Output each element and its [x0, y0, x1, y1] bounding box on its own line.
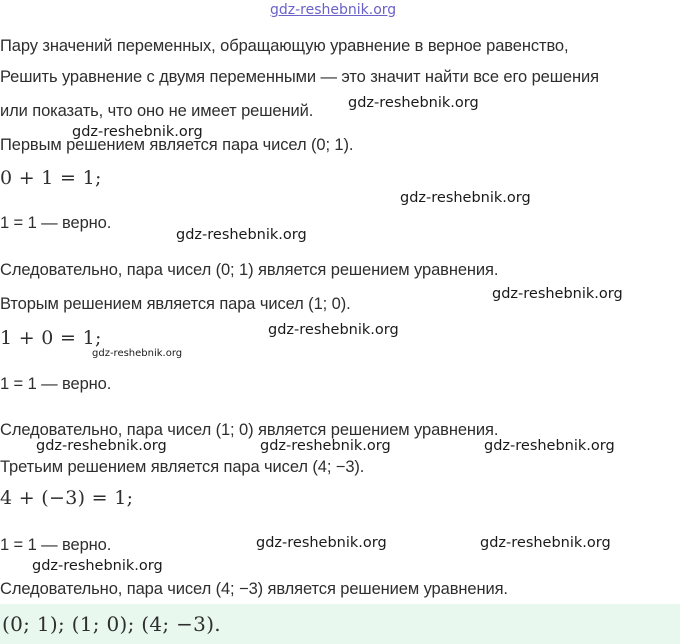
watermark: gdz-reshebnik.org: [484, 438, 615, 454]
watermark: gdz-reshebnik.org: [92, 348, 183, 359]
watermark: gdz-reshebnik.org: [32, 558, 163, 574]
watermark: gdz-reshebnik.org: [348, 95, 479, 111]
third-check: 1 = 1 — верно.: [0, 536, 112, 554]
text-line-intro-1: Пару значений переменных, обращающую уравнение в верное равенство,: [0, 37, 569, 55]
watermark: gdz-reshebnik.org: [268, 322, 399, 338]
watermark: gdz-reshebnik.org: [256, 535, 387, 551]
third-substitution: 4 + (−3) = 1;: [0, 487, 134, 509]
text-line-intro-3: или показать, что оно не имеет решений.: [0, 102, 314, 120]
first-substitution: 0 + 1 = 1;: [0, 167, 102, 189]
second-check: 1 = 1 — верно.: [0, 375, 112, 393]
text-line-intro-2: Решить уравнение с двумя переменными — это значит найти все его решения: [0, 68, 599, 86]
watermark: gdz-reshebnik.org: [72, 124, 203, 140]
watermark: gdz-reshebnik.org: [400, 190, 531, 206]
watermark: gdz-reshebnik.org: [176, 227, 307, 243]
first-solution-statement: Первым решением является пара чисел (0; 1).: [0, 136, 354, 154]
answer-text: (0; 1); (1; 0); (4; −3).: [2, 612, 221, 636]
third-solution-statement: Третьим решением является пара чисел (4; −3).: [0, 458, 365, 476]
first-conclusion: Следовательно, пара чисел (0; 1) является решением уравнения.: [0, 261, 499, 279]
watermark: gdz-reshebnik.org: [260, 438, 391, 454]
watermark: gdz-reshebnik.org: [492, 286, 623, 302]
second-conclusion: Следовательно, пара чисел (1; 0) является решением уравнения.: [0, 421, 499, 439]
watermark: gdz-reshebnik.org: [480, 535, 611, 551]
watermark: gdz-reshebnik.org: [36, 438, 167, 454]
second-substitution: 1 + 0 = 1;: [0, 327, 102, 349]
first-check: 1 = 1 — верно.: [0, 214, 112, 232]
watermark-top-link[interactable]: gdz-reshebnik.org: [270, 2, 397, 18]
third-conclusion: Следовательно, пара чисел (4; −3) является решением уравнения.: [0, 580, 508, 598]
second-solution-statement: Вторым решением является пара чисел (1; 0).: [0, 295, 351, 313]
answer-block: [0, 604, 680, 644]
